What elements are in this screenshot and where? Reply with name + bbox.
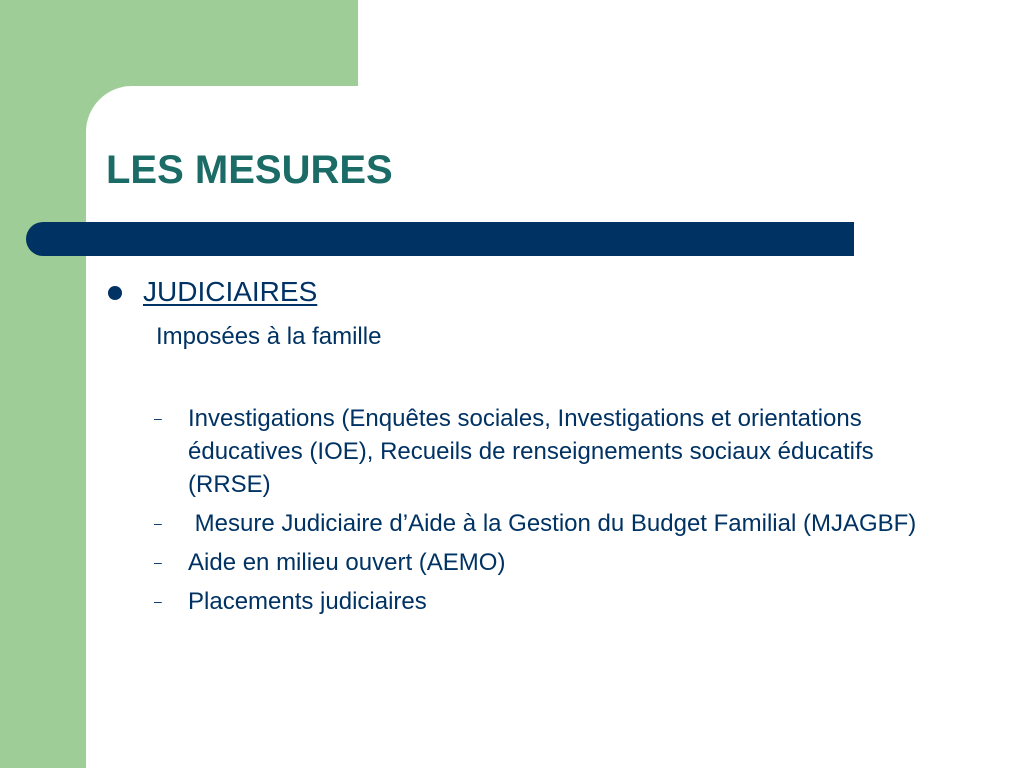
sub-bullet-text: Aide en milieu ouvert (AEMO) xyxy=(188,549,506,576)
sub-bullet-item xyxy=(154,402,954,501)
sub-bullet-text: Placements judiciaires xyxy=(188,588,427,615)
sub-bullet-list xyxy=(154,402,954,624)
sub-bullet-text: Mesure Judiciaire d’Aide à la Gestion du Budget Familial (MJAGBF) xyxy=(188,510,917,537)
dash-icon: – xyxy=(154,515,162,531)
title-underline-bar xyxy=(26,222,854,256)
section-subtitle: Imposées à la famille xyxy=(156,323,382,350)
bullet-dot-icon xyxy=(108,286,122,300)
sub-bullet-item xyxy=(154,546,954,579)
dash-icon: – xyxy=(154,410,162,426)
sub-bullet-item xyxy=(154,507,954,540)
dash-icon: – xyxy=(154,554,162,570)
judiciaires-link[interactable]: JUDICIAIRES xyxy=(143,276,318,307)
dash-icon: – xyxy=(154,593,162,609)
slide-title: LES MESURES xyxy=(106,148,393,192)
sub-bullet-text: Investigations (Enquêtes sociales, Investigations et orientations éducatives (IOE), Recueils de renseignements sociaux éducatifs (RRSE) xyxy=(188,405,881,498)
bullet-item-judiciaires xyxy=(108,276,317,308)
sub-bullet-item xyxy=(154,585,954,618)
